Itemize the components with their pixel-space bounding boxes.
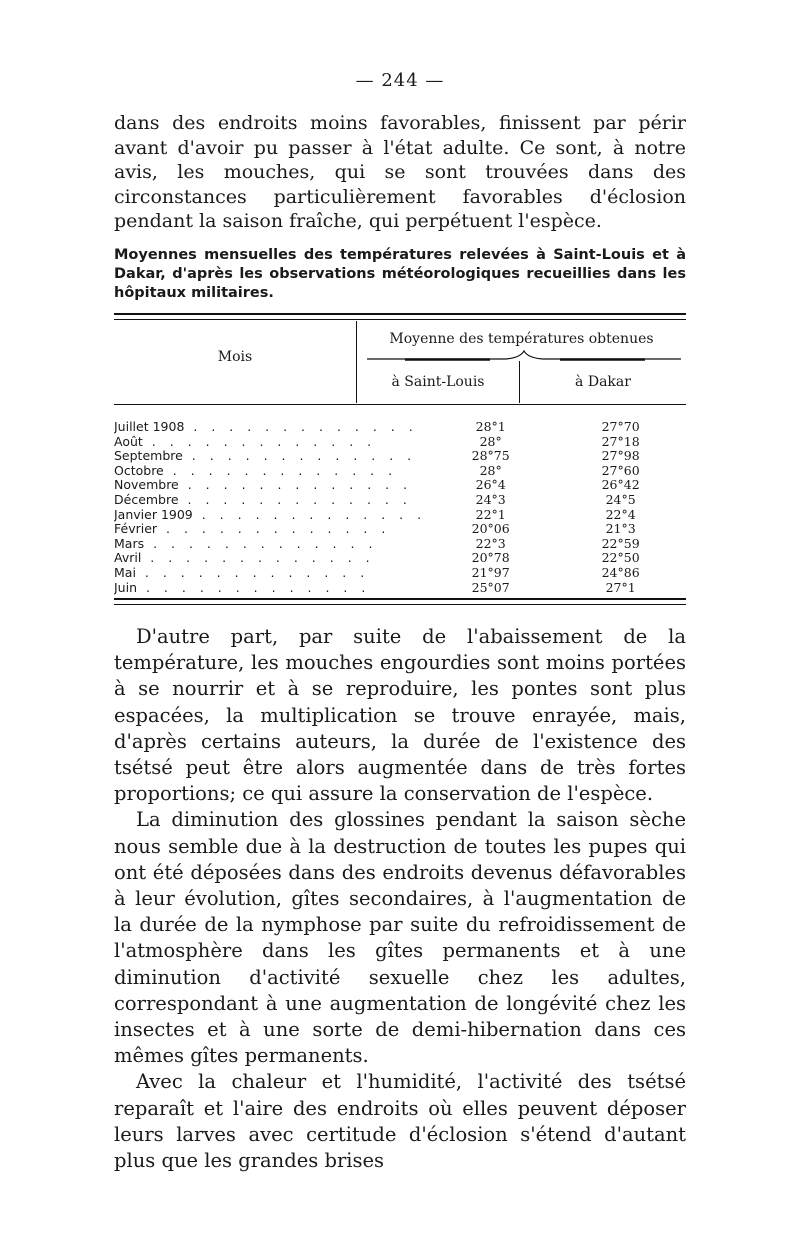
row-month: Juillet 1908 — [114, 420, 185, 434]
row-dakar: 24°86 — [601, 564, 640, 580]
row-month: Août — [114, 434, 143, 449]
row-saint-louis: 28° — [479, 462, 502, 478]
row-month-cell — [114, 449, 426, 464]
row-saint-louis: 20°06 — [471, 521, 510, 537]
row-dakar: 24°5 — [605, 491, 636, 507]
header-dakar: à Dakar — [575, 374, 631, 390]
row-saint-louis: 22°1 — [475, 506, 506, 522]
leader-dots: . . . . . . . . . . . . . — [192, 507, 427, 522]
row-month: Janvier 1909 — [114, 507, 193, 522]
row-month-cell — [114, 551, 426, 566]
table-row — [114, 537, 686, 552]
body-paragraph: Avec la chaleur et l'humidité, l'activité des tsétsé reparaît et l'aire des endroits où elles peuvent déposer leurs larves avec certitude d'éclosion s'étend d'autant plus que les grandes brises — [114, 1070, 686, 1173]
table-row — [114, 493, 686, 508]
body-text — [114, 624, 686, 1174]
row-month-cell — [114, 420, 426, 435]
body-paragraph: D'autre part, par suite de l'abaissement de la température, les mouches engourdies sont moins portées à se nourrir et à se reproduire, les pontes sont plus espacées, la multiplication se trouve enrayée, mais, d'après certains auteurs, la durée de l'existence des tsétsé peut être alors augmentée dans de très fortes proportions; ce qui assure la conservation de l'espèce. — [114, 625, 686, 806]
leader-dots: . . . . . . . . . . . . . — [135, 565, 370, 580]
leader-dots: . . . . . . . . . . . . . — [184, 420, 418, 434]
table-row — [114, 449, 686, 464]
header-saint-louis: à Saint-Louis — [391, 374, 485, 390]
table-caption: Moyennes mensuelles des températures relevées à Saint-Louis et à Dakar, d'après les observations météorologiques recueillies dans les hôpitaux militaires. — [114, 247, 686, 301]
header-bottom-rule — [114, 404, 686, 405]
row-month: Juin — [114, 580, 138, 595]
page-number: — 244 — — [355, 70, 445, 91]
header-group: Moyenne des températures obtenues — [389, 331, 654, 347]
table-top-rule — [114, 313, 686, 320]
row-month-cell — [114, 493, 426, 508]
row-month: Septembre — [114, 449, 183, 464]
row-dakar: 22°59 — [601, 535, 640, 551]
leader-dots: . . . . . . . . . . . . . — [157, 522, 391, 537]
leader-dots: . . . . . . . . . . . . . — [142, 434, 377, 449]
leader-dots: . . . . . . . . . . . . . — [144, 536, 378, 551]
row-month-cell — [114, 522, 426, 537]
row-month-cell — [114, 537, 426, 552]
row-month-cell — [114, 464, 426, 479]
row-dakar: 22°4 — [605, 506, 636, 522]
row-saint-louis: 28°1 — [475, 419, 506, 434]
row-month: Février — [114, 522, 158, 537]
row-month: Mars — [114, 536, 145, 551]
row-month: Novembre — [114, 478, 179, 493]
row-month-cell — [114, 478, 426, 493]
table-row — [114, 508, 686, 523]
row-dakar: 27°70 — [601, 419, 640, 434]
table-row — [114, 478, 686, 493]
row-month-cell — [114, 566, 426, 581]
row-saint-louis: 26°4 — [475, 477, 506, 493]
row-month: Décembre — [114, 492, 179, 507]
row-dakar: 27°18 — [601, 433, 640, 449]
table-row — [114, 522, 686, 537]
temperature-table — [114, 420, 686, 595]
leader-dots: . . . . . . . . . . . . . — [182, 449, 417, 464]
header-brace — [365, 349, 683, 361]
row-dakar: 27°60 — [601, 462, 640, 478]
row-month-cell — [114, 435, 426, 450]
row-saint-louis: 22°3 — [475, 535, 506, 551]
table-bottom-rule — [114, 598, 686, 605]
leader-dots: . . . . . . . . . . . . . — [178, 478, 413, 493]
row-dakar: 26°42 — [601, 477, 640, 493]
table-row — [114, 581, 686, 596]
row-month: Octobre — [114, 463, 164, 478]
row-month: Avril — [114, 551, 142, 566]
row-dakar: 27°1 — [605, 579, 636, 595]
row-saint-louis: 28° — [479, 433, 502, 449]
leader-dots: . . . . . . . . . . . . . — [178, 492, 412, 507]
leader-dots: . . . . . . . . . . . . . — [137, 580, 371, 595]
row-dakar: 21°3 — [605, 521, 636, 537]
row-month-cell — [114, 581, 426, 596]
table-row — [114, 420, 686, 435]
row-saint-louis: 25°07 — [471, 579, 510, 595]
row-saint-louis: 28°75 — [471, 448, 510, 464]
row-month-cell — [114, 508, 426, 523]
row-saint-louis: 24°3 — [475, 491, 506, 507]
leader-dots: . . . . . . . . . . . . . — [141, 551, 375, 566]
body-paragraph: La diminution des glossines pendant la saison sèche nous semble due à la destruction de toutes les pupes qui ont été déposées dans des endroits devenus défavorables à leur évolution, gîtes secondaires, à l'augmentation de la durée de la nymphose par suite du refroidissement de l'atmosphère dans les gîtes permanents et à une diminution d'activité sexuelle chez les adultes, correspondant à une augmentation de longévité chez les insectes et à une sorte de demi-hibernation dans ces mêmes gîtes permanents. — [114, 808, 686, 1068]
leader-dots: . . . . . . . . . . . . . — [163, 463, 398, 478]
row-saint-louis: 21°97 — [471, 564, 510, 580]
table-row — [114, 464, 686, 479]
row-dakar: 22°50 — [601, 550, 640, 566]
row-dakar: 27°98 — [601, 448, 640, 464]
header-mois: Mois — [217, 349, 253, 365]
row-saint-louis: 20°78 — [471, 550, 510, 566]
table-row — [114, 435, 686, 450]
table-row — [114, 551, 686, 566]
table-row — [114, 566, 686, 581]
row-month: Mai — [114, 565, 136, 580]
intro-paragraph: dans des endroits moins favorables, finissent par périr avant d'avoir pu passer à l'état adulte. Ce sont, à notre avis, les mouches, qui se sont trouvées dans des circonstances particulièrement favorables d'éclosion pendant la saison fraîche, qui perpétuent l'espèce. — [114, 112, 686, 232]
